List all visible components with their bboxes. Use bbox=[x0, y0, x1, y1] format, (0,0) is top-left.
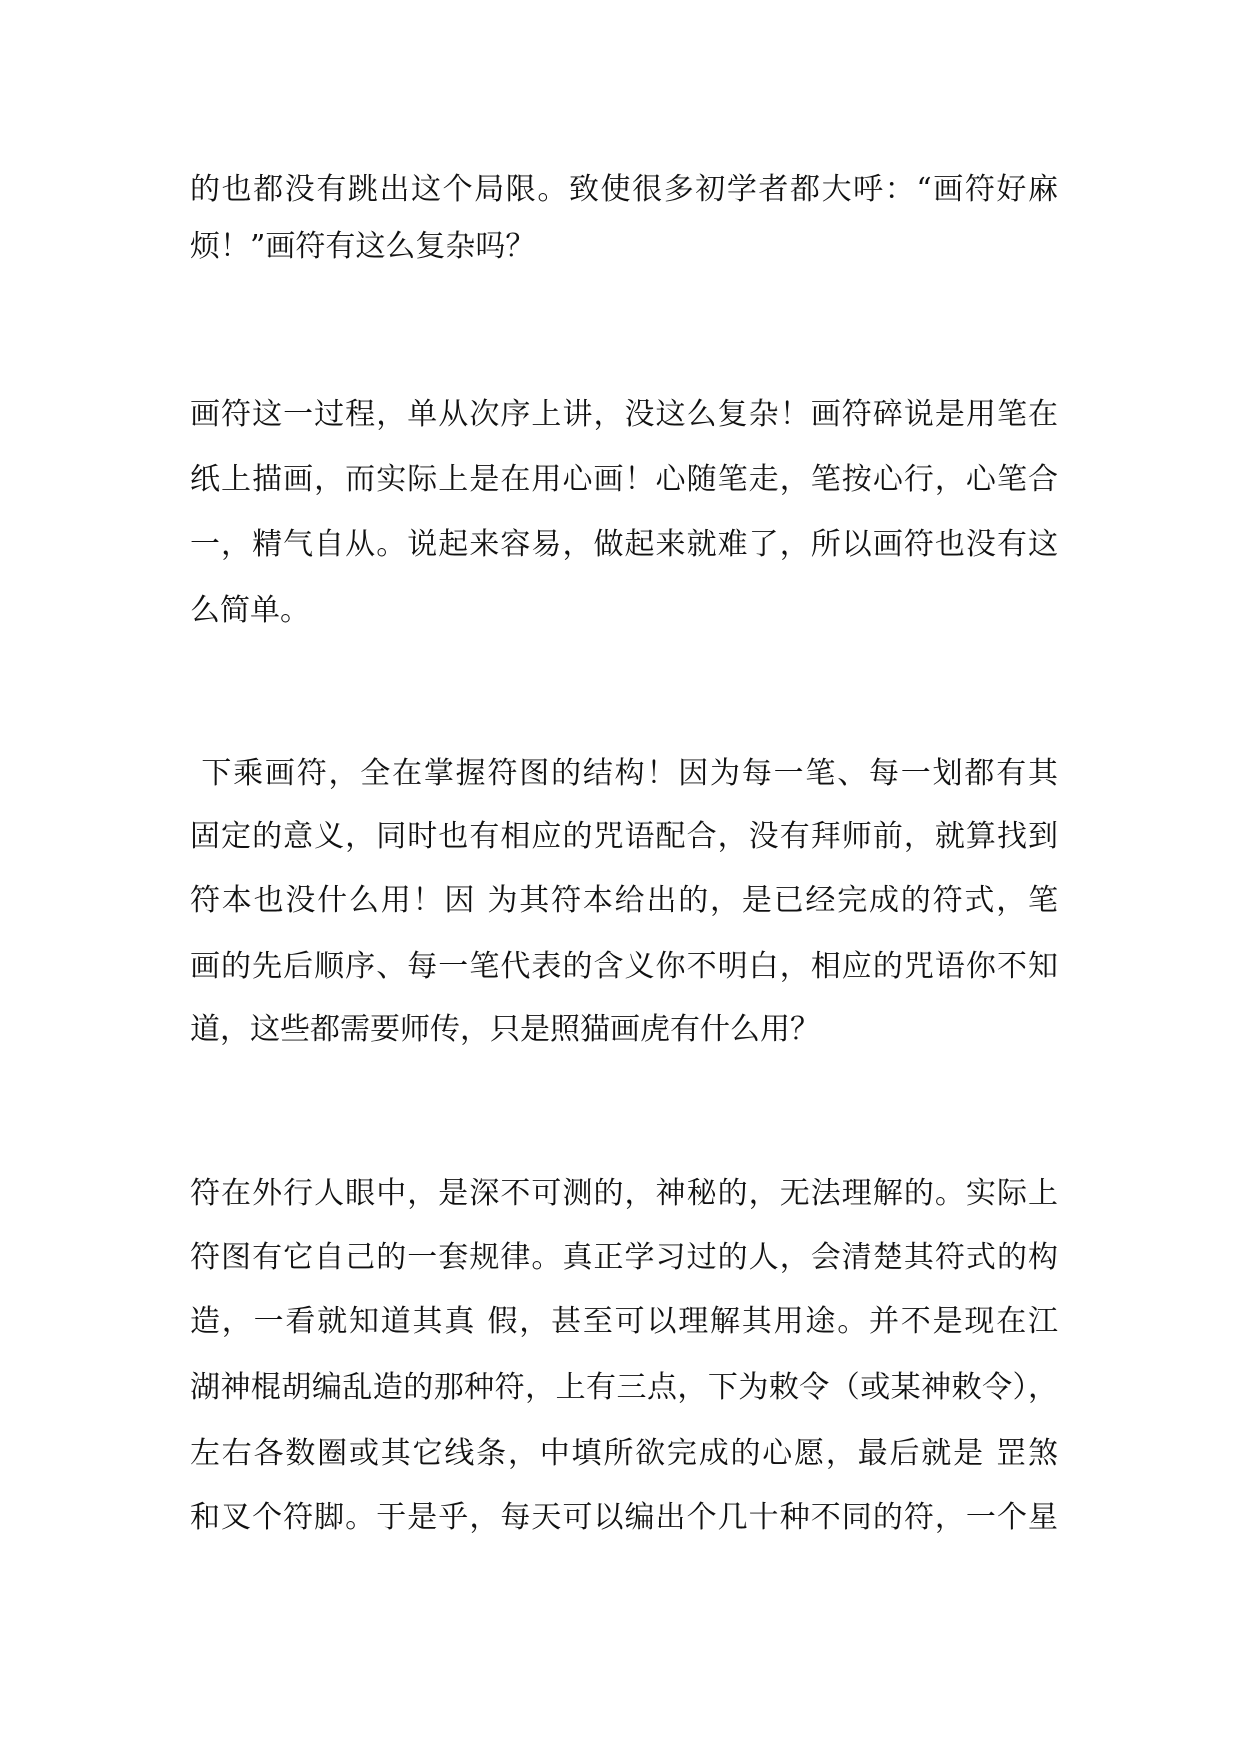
text-line: 烦！”画符有这么复杂吗？ bbox=[190, 229, 536, 264]
text-line: 湖神棍胡编乱造的那种符，上有三点，下为敕令（或某神敕令）， bbox=[190, 1370, 1058, 1405]
text-line: 符在外行人眼中，是深不可测的，神秘的，无法理解的。实际上 bbox=[190, 1176, 1058, 1211]
text-line: 纸上描画，而实际上是在用心画！心随笔走，笔按心行，心笔合 bbox=[190, 462, 1058, 497]
text-line: 左右各数圈或其它线条，中填所欲完成的心愿，最后就是 罡煞 bbox=[190, 1436, 1058, 1471]
text-line: 画的先后顺序、每一笔代表的含义你不明白，相应的咒语你不知 bbox=[190, 949, 1058, 984]
text-line: 么简单。 bbox=[190, 593, 310, 628]
text-line: 画符这一过程，单从次序上讲，没这么复杂！画符碎说是用笔在 bbox=[190, 397, 1058, 432]
text-line: 符本也没什么用！因 为其符本给出的，是已经完成的符式，笔 bbox=[190, 883, 1058, 918]
text-line: 下乘画符，全在掌握符图的结构！因为每一笔、每一划都有其 bbox=[190, 756, 1058, 791]
text-line: 和叉个符脚。于是乎，每天可以编出个几十种不同的符，一个星 bbox=[190, 1500, 1058, 1535]
text-line: 道，这些都需要师传，只是照猫画虎有什么用？ bbox=[190, 1012, 820, 1047]
text-line: 固定的意义，同时也有相应的咒语配合，没有拜师前，就算找到 bbox=[190, 819, 1058, 854]
text-line: 一，精气自从。说起来容易，做起来就难了，所以画符也没有这 bbox=[190, 527, 1058, 562]
text-line: 的也都没有跳出这个局限。致使很多初学者都大呼：“画符好麻 bbox=[190, 172, 1058, 207]
text-line: 造，一看就知道其真 假，甚至可以理解其用途。并不是现在江 bbox=[190, 1304, 1058, 1339]
text-line: 符图有它自己的一套规律。真正学习过的人，会清楚其符式的构 bbox=[190, 1240, 1058, 1275]
